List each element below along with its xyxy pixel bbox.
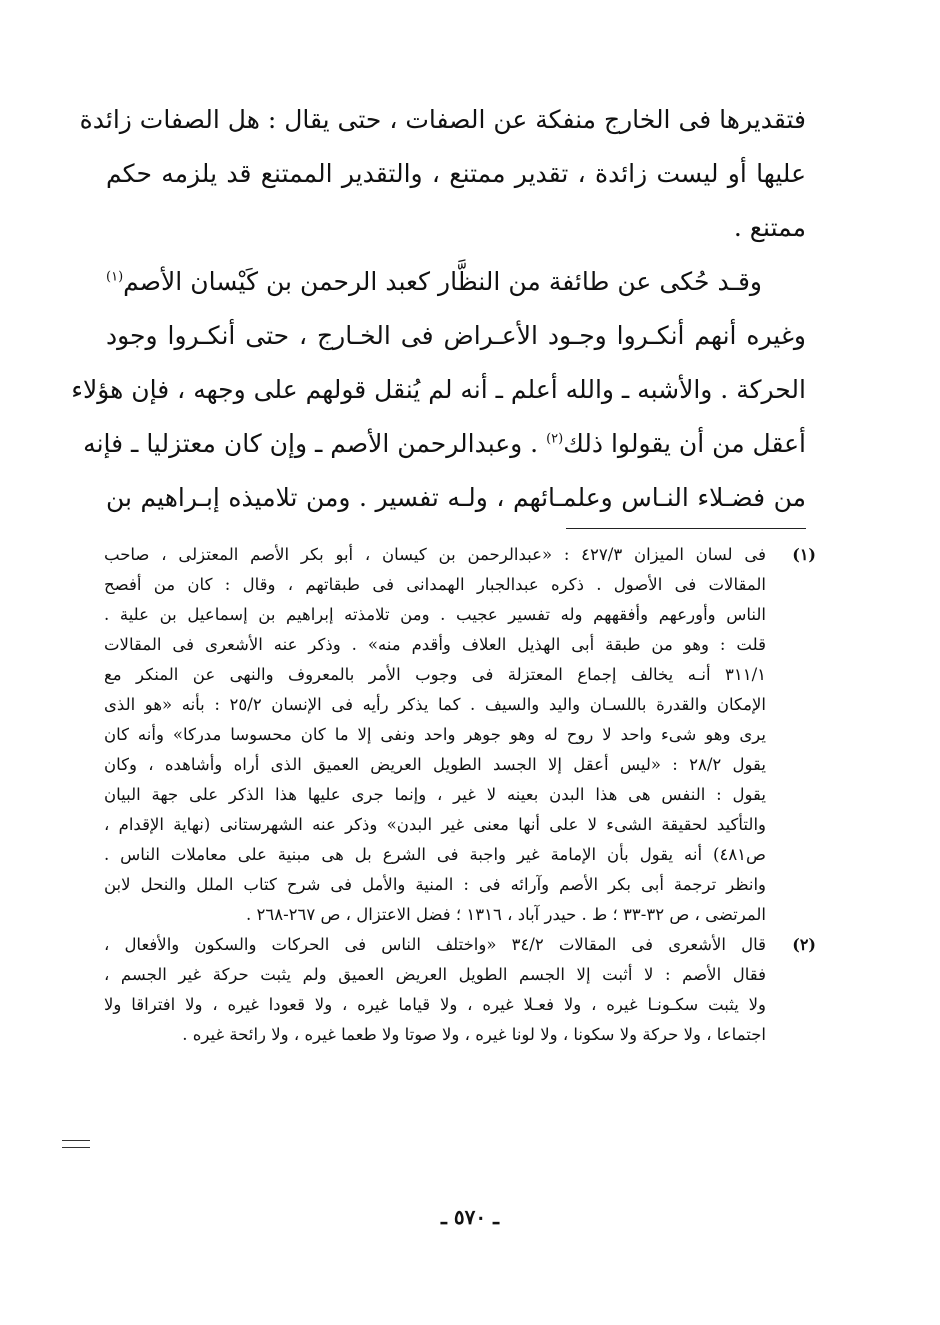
footnote-2 xyxy=(104,930,816,1050)
footnote-line: الإمكان والقدرة باللسـان واليد والسيف . كما يذكر رأيه فى الإنسان ٢٥/٢ : بأنه «هو الذى xyxy=(104,695,766,714)
margin-mark xyxy=(62,1140,90,1148)
footnotes xyxy=(104,540,816,1050)
footnote-line: يقول ٢٨/٢ : «ليس أعقل إلا الجسد الطويل العريض العميق الذى أراه وأشاهده ، وكان xyxy=(104,755,766,774)
footnote-line: اجتماعا ، ولا حركة ولا سكونا ، ولا لونا غيره ، ولا صوتا ولا طعما غيره ، ولا رائحة غيره . xyxy=(182,1025,766,1044)
footnote-marker-1[interactable]: (١) xyxy=(106,269,124,285)
main-line-text: . وعبدالرحمن الأصم ـ وإن كان معتزليا ـ فإنه xyxy=(83,429,539,458)
main-line-text: أعقل من أن يقولوا ذلك xyxy=(563,429,806,458)
main-line: وغيره أنهم أنكـروا وجـود الأعـراض فى الخـارج ، حتى أنكـروا وجود xyxy=(106,321,806,350)
footnote-separator xyxy=(566,528,806,529)
footnote-number: (٢) xyxy=(792,935,816,954)
footnote-line: قال الأشعرى فى المقالات ٣٤/٢ «واختلف الناس فى الحركات والسكون والأفعال ، xyxy=(104,935,767,954)
footnote-line: المرتضى ، ص ٣٢-٣٣ ؛ ط . حيدر آباد ، ١٣١٦ ؛ فضل الاعتزال ، ص ٢٦٧-٢٦٨ . xyxy=(245,905,766,924)
main-line: من فضـلاء النـاس وعلمـائهم ، ولـه تفسير . ومن تلاميذه إبـراهيم بن xyxy=(106,483,806,512)
main-line: ممتنع . xyxy=(733,213,806,242)
main-line-text: وقـد حُكى عن طائفة من النظَّار كعبد الرحمن بن كَيْسان الأصم xyxy=(123,267,762,296)
footnote-1 xyxy=(104,540,816,930)
footnote-line: يقول : النفس هى هذا البدن بعينه لا غير ، وإنما جرى عليها هذا الذكر على جهة البيان xyxy=(104,785,766,804)
footnote-marker-2[interactable]: (٢) xyxy=(546,431,564,447)
main-line: الحركة . والأشبه ـ والله أعلم ـ أنه لم يُنقل قولهم على وجهه ، فإن هؤلاء xyxy=(71,375,806,404)
footnote-line: ٣١١/١ أنـه يخالف إجماع المعتزلة فى وجوب الأمر بالمعروف والنهى عن المنكر مع xyxy=(104,665,766,684)
footnote-line: والتأكيد لحقيقة الشىء لا على أنها معنى غير البدن» وذكر عنه الشهرستانى (نهاية الإقدام ، xyxy=(104,815,766,834)
main-line: فتقديرها فى الخارج منفكة عن الصفات ، حتى يقال : هل الصفات زائدة xyxy=(79,105,806,134)
footnote-number: (١) xyxy=(792,545,816,564)
page-number: ـ ٥٧٠ ـ xyxy=(441,1205,499,1229)
footnote-line: الناس وأورعهم وأفقههم وله تفسير عجيب . ومن تلامذته إبراهيم بن إسماعيل بن علية . xyxy=(104,605,766,624)
main-line: عليها أو ليست زائدة ، تقدير ممتنع ، والتقدير الممتنع قد يلزمه حكم xyxy=(106,159,806,188)
main-text xyxy=(71,93,806,525)
footnote-line: يرى وهو شىء واحد لا روح له وهو جوهر واحد ونفى إلا ما كان محسوسا مدركا» وأنه كان xyxy=(104,725,766,744)
footnote-line: المقالات فى الأصول . ذكره عبدالجبار الهمدانى فى طبقاتهم ، وقال : كان من أفصح xyxy=(104,575,766,594)
main-line xyxy=(106,255,806,309)
footnote-line: قلت : وهو من طبقة أبى الهذيل العلاف وأقدم منه» . وذكر عنه الأشعرى فى المقالات xyxy=(104,635,766,654)
main-line xyxy=(83,417,806,471)
footnote-line: فى لسان الميزان ٤٢٧/٣ : «عبدالرحمن بن كيسان ، أبو بكر الأصم المعتزلى ، صاحب xyxy=(104,545,766,564)
footnote-line: فقال الأصم : لا أثبت إلا الجسم الطويل العريض العميق ولم يثبت حركة غير الجسم ، xyxy=(104,965,766,984)
footnote-line: ولا يثبت سكـونـا غيره ، ولا فعـلا غيره ، ولا قياما غيره ، ولا قعودا غيره ، ولا افتراقا ولا xyxy=(104,995,766,1014)
footnote-line: ص٤٨١) أنه يقول بأن الإمامة غير واجبة فى الشرع بل هى مبنية على معاملات الناس . xyxy=(104,845,766,864)
footnote-line: وانظر ترجمة أبى بكر الأصم وآرائه فى : المنية والأمل فى شرح كتاب الملل والنحل لابن xyxy=(104,875,766,894)
